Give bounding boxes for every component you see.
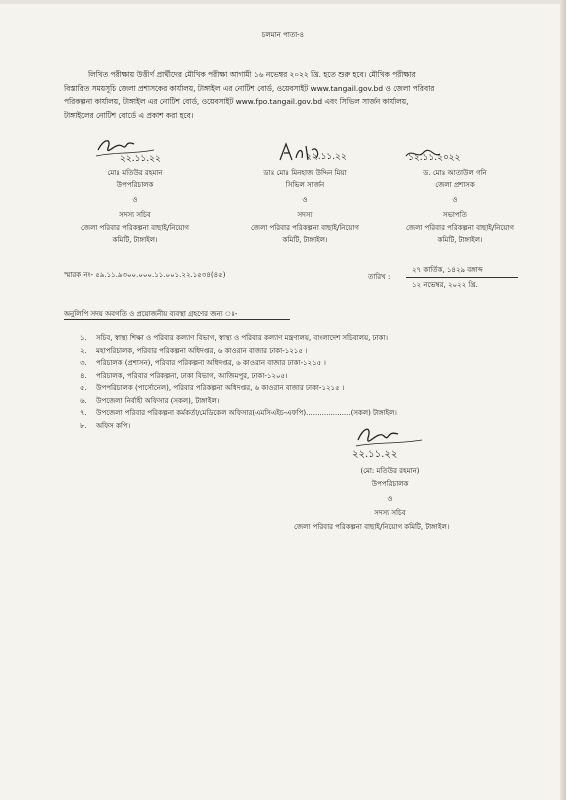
- body-paragraph: [64, 68, 526, 122]
- final-signatory-and: ও: [387, 495, 393, 503]
- signatory-1-designation: উপপরিচালক: [116, 181, 154, 189]
- signature-2-date: ২২.১১.২২: [306, 152, 347, 162]
- final-signature-date: ২২.১১.২২: [352, 449, 398, 460]
- list-item: ৫. উপপরিচালক (পার্সোনেল), পরিবার পরিকল্পনা অধিদপ্তর, ৬ কাওরান বাজার ঢাকা-১২১৫ ।: [80, 384, 345, 392]
- signatory-3-committee-line2: কমিটি, টাঙ্গাইল।: [437, 236, 483, 244]
- signatory-3-and: ও: [452, 196, 458, 204]
- scan-right-edge: [560, 0, 566, 800]
- signatory-2-and: ও: [302, 196, 308, 204]
- list-item: ৮. অফিস কপি।: [80, 421, 131, 430]
- list-item: ৪. পরিচালক, পরিবার পরিকল্পনা, ঢাকা বিভাগ, আজিমপুর, ঢাকা-১২০৫।: [80, 371, 288, 380]
- list-item: ২. মহাপরিচালক, পরিবার পরিকল্পনা অধিদপ্তর, ৬ কাওরান বাজার ঢাকা-১২১৫ ।: [80, 346, 308, 355]
- signatory-2-committee-line1: জেলা পরিবার পরিকল্পনা বাছাই/নিয়োগ: [250, 224, 360, 232]
- list-item: ৭. উপজেলা পরিবার পরিকল্পনা কর্মকর্তা/মেডিকেল অফিসার(এমসিএইচ-এফপি)....................(সকল) টাঙ্গাইল।: [80, 409, 397, 417]
- signatory-2-name: ডাঃ মোঃ মিনহাজ উদ্দিন মিয়া: [263, 169, 347, 177]
- final-signatory-designation: উপপরিচালক: [371, 480, 409, 488]
- memo-date-label: তারিখ :: [368, 273, 391, 281]
- list-item: ৩. পরিচালক (প্রশাসন), পরিবার পরিকল্পনা অধিদপ্তর, ৬ কাওরান বাজার ঢাকা-১২১৫ ।: [80, 359, 326, 367]
- signatory-2-designation: সিভিল সার্জন: [285, 181, 325, 189]
- signatory-1-name: মোঃ মতিউর রহমান: [107, 169, 163, 177]
- body-line-2: বিস্তারিত সময়সূচি জেলা প্রশাসকের কার্যালয়, টাঙ্গাইল এর নোটিশ বোর্ড, ওয়েবসাইট www.tangail.gov.bd ও জেলা পরিবার: [64, 83, 435, 93]
- copy-intro-underline: [64, 319, 290, 320]
- signatory-3-name: ড. মোঃ আতাউল গনি: [423, 169, 487, 177]
- signatory-1-role: সদস্য সচিব: [119, 211, 151, 219]
- body-line-3: পরিকল্পনা কার্যালয়, টাঙ্গাইল এর নোটিশ বোর্ড, ওয়েবসাইট www.fpo.tangail.gov.bd এবং সিভিল সার্জন কার্যালয়,: [64, 97, 409, 106]
- date-divider: [406, 277, 518, 278]
- body-line-4: টাঙ্গাইলের নোটিশ বোর্ডে এ প্রকাশ করা হবে।: [64, 110, 194, 120]
- signatory-3-committee-line1: জেলা পরিবার পরিকল্পনা বাছাই/নিয়োগ: [405, 224, 515, 232]
- copy-list: [80, 332, 397, 432]
- signatory-1-committee-line2: কমিটি, টাঙ্গাইল।: [112, 236, 158, 244]
- memo-number: স্মারক নং- ৫৯.১১.৯৩০০.০০০.১১.০০১.২২.১৫৩৪(৪৫): [64, 271, 226, 279]
- signatory-1-committee-line1: জেলা পরিবার পরিকল্পনা বাছাই/নিয়োগ: [80, 224, 190, 232]
- final-signatory-name: (মো: মতিউর রহমান): [360, 467, 420, 475]
- memo-date-english: ১২ নভেম্বর, ২০২২ খ্রি.: [412, 281, 478, 289]
- signatory-2-role: সদস্য: [297, 211, 313, 219]
- list-item: ৬. উপজেলা নির্বাহী অফিসার (সকল), টাঙ্গাইল।: [80, 396, 220, 405]
- signature-1-date: ২২.১১.২২: [120, 154, 161, 164]
- signatory-2-committee-line2: কমিটি, টাঙ্গাইল।: [282, 236, 328, 244]
- signatory-3-role: সভাপতি: [443, 211, 467, 219]
- continuation-page-label: চলমান পাতা-৪: [261, 31, 305, 39]
- signatory-3-designation: জেলা প্রশাসক: [435, 181, 475, 189]
- body-line-1: লিখিত পরীক্ষায় উত্তীর্ণ প্রার্থীদের মৌখিক পরীক্ষা আগামী ১৬ নভেম্বর ২০২২ খ্রি. হতে শুরু হবে। মৌখিক পরীক্ষার: [88, 70, 416, 79]
- final-signatory-role: সদস্য সচিব: [374, 509, 406, 517]
- signature-3-date: ১২.১১.২০২২: [408, 153, 461, 163]
- copy-intro: অনুলিপি সদয় অবগতি ও প্রয়োজনীয় ব্যবস্থা গ্রহণের জন্য ঃ-: [64, 310, 238, 318]
- scan-top-edge: [0, 0, 566, 4]
- signatory-1-and: ও: [132, 196, 138, 204]
- final-signatory-committee: জেলা পরিবার পরিকল্পনা বাছাই/নিয়োগ কমিটি, টাঙ্গাইল।: [294, 523, 450, 531]
- list-item: ১. সচিব, স্বাস্থ্য শিক্ষা ও পরিবার কল্যাণ বিভাগ, স্বাস্থ্য ও পরিবার কল্যাণ মন্ত্রণালয়, বাংলাদেশ সচিবালয়, ঢাকা।: [80, 334, 388, 342]
- memo-date-bangla: ২৭ কার্তিক, ১৪২৯ বঙ্গাব্দ: [412, 266, 483, 274]
